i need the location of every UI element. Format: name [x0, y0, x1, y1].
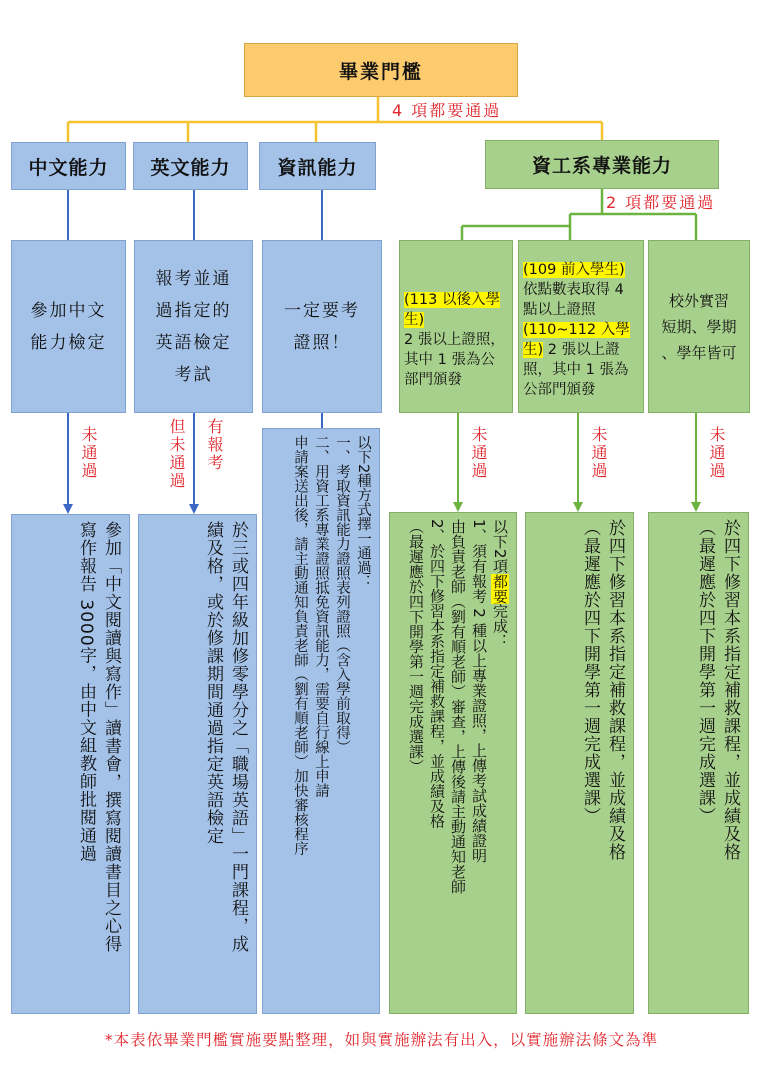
header-english-label: 英文能力: [150, 156, 231, 179]
box-english-line1: 報考並通: [155, 268, 232, 289]
header-english: [133, 142, 248, 190]
box-info-line1: 一定要考: [284, 300, 360, 321]
remedy-major-1-item1-line2: 由負責老師（劉有順老師）審查，上傳後請主動通知老師: [449, 519, 467, 894]
box-chinese-line1: 參加中文: [30, 300, 107, 321]
remedy-major-1-intro-c: 完成：: [491, 603, 509, 649]
label-passed-top: 有報考: [205, 418, 224, 472]
box-major-3-line3: 、學年皆可: [661, 343, 737, 362]
header-major-label: 資工系專業能力: [531, 155, 672, 177]
remedy-major-1: [389, 512, 517, 1014]
remedy-major-3-line2: （最遲應於四下開學第一週完成選課）: [695, 519, 715, 825]
box-major-1: [399, 240, 513, 413]
graduation-threshold-title: [244, 43, 518, 97]
box-info-line2: 證照！: [293, 332, 351, 353]
header-chinese: [11, 142, 126, 190]
remedy-info-line2: 一、考取資訊能力證照表列證照（含入學前取得）: [334, 435, 350, 754]
box-major-2-tag1: (109 前入學生): [523, 261, 625, 278]
remedy-english-line2: 績及格，或於修課期間通過指定英語檢定: [203, 521, 223, 845]
remedy-major-2-line1: 於四下修習本系指定補救課程，並成績及格: [605, 519, 625, 861]
remedy-chinese-line2: 寫作報告 3000字，由中文組教師批閱通過: [76, 521, 96, 863]
box-english-line3: 英語檢定: [155, 332, 232, 353]
major-note: 2 項都要通過: [606, 193, 716, 212]
box-info: [262, 240, 382, 413]
remedy-info-line3: 二、用資工系專業證照抵免資訊能力，需要自行線上申請: [313, 435, 329, 798]
remedy-major-2-line2: （最遲應於四下開學第一週完成選課）: [580, 519, 600, 825]
header-major: [485, 140, 719, 189]
box-chinese-line2: 能力檢定: [30, 332, 107, 353]
box-major-2-body1: 依點數表取得 4 點以上證照: [523, 281, 624, 318]
remedy-info-line1: 以下2種方式擇一通過：: [355, 435, 371, 590]
label-fail-chinese: 未通過: [79, 426, 98, 480]
header-info: [259, 142, 376, 190]
box-major-2: [518, 240, 644, 413]
remedy-chinese: [11, 514, 130, 1014]
box-major-1-body: 2 張以上證照，其中 1 張為公部門頒發: [404, 331, 505, 388]
remedy-major-1-item2-line1: 2、於四下修習本系指定補救課程，並成績及格: [428, 519, 446, 829]
box-major-3: [648, 240, 750, 413]
box-major-3-line1: 校外實習: [668, 291, 729, 310]
remedy-english: [138, 514, 257, 1014]
remedy-major-1-intro: [491, 519, 509, 649]
remedy-major-3: [648, 512, 749, 1014]
label-fail-major-1: 未通過: [469, 426, 488, 480]
box-chinese: [11, 240, 126, 413]
box-major-2-body2: 2 張以上證照，其中 1 張為公部門頒發: [523, 341, 629, 398]
header-info-label: 資訊能力: [277, 156, 358, 179]
footnote: *本表依畢業門檻實施要點整理，如與實施辦法有出入，以實施辦法條文為準: [104, 1031, 659, 1049]
box-major-3-line2: 短期、學期: [661, 317, 737, 336]
remedy-english-line1: 於三或四年級加修零學分之「職場英語」一門課程，成: [228, 521, 248, 953]
remedy-major-2: [525, 512, 634, 1014]
remedy-major-1-item2-line2: （最遲應於四下開學第一週完成選課）: [407, 519, 425, 774]
box-english-line2: 過指定的: [155, 300, 232, 321]
box-major-2-tag2: (110~112 入學生): [523, 321, 630, 358]
remedy-major-1-intro-a: 以下2項: [491, 519, 509, 574]
remedy-chinese-line1: 參加「中文閱讀與寫作」讀書會，撰寫閱讀書目之心得: [101, 521, 121, 953]
remedy-major-1-item1-line1: 1、須有報考 2 種以上專業證照，上傳考試成績證明: [470, 519, 488, 863]
remedy-info: [262, 428, 380, 1014]
remedy-info-line4: 申請案送出後，請主動通知負責老師（劉有順老師）加快審核程序: [292, 435, 308, 856]
box-english: [134, 240, 253, 413]
header-chinese-label: 中文能力: [28, 156, 109, 179]
label-passed-bottom: 但未通過: [167, 418, 186, 490]
box-english-line4: 考試: [174, 364, 213, 385]
box-major-2-content: [519, 254, 643, 400]
label-fail-major-2: 未通過: [589, 426, 608, 480]
title-text: 畢業門檻: [338, 60, 423, 83]
box-major-1-tag: (113 以後入學生): [404, 291, 500, 328]
top-note: 4 項都要通過: [392, 101, 502, 120]
label-fail-major-3: 未通過: [707, 426, 726, 480]
remedy-major-1-intro-b: 都要: [491, 573, 509, 604]
remedy-major-3-line1: 於四下修習本系指定補救課程，並成績及格: [720, 519, 740, 861]
box-major-1-content: [400, 264, 512, 390]
